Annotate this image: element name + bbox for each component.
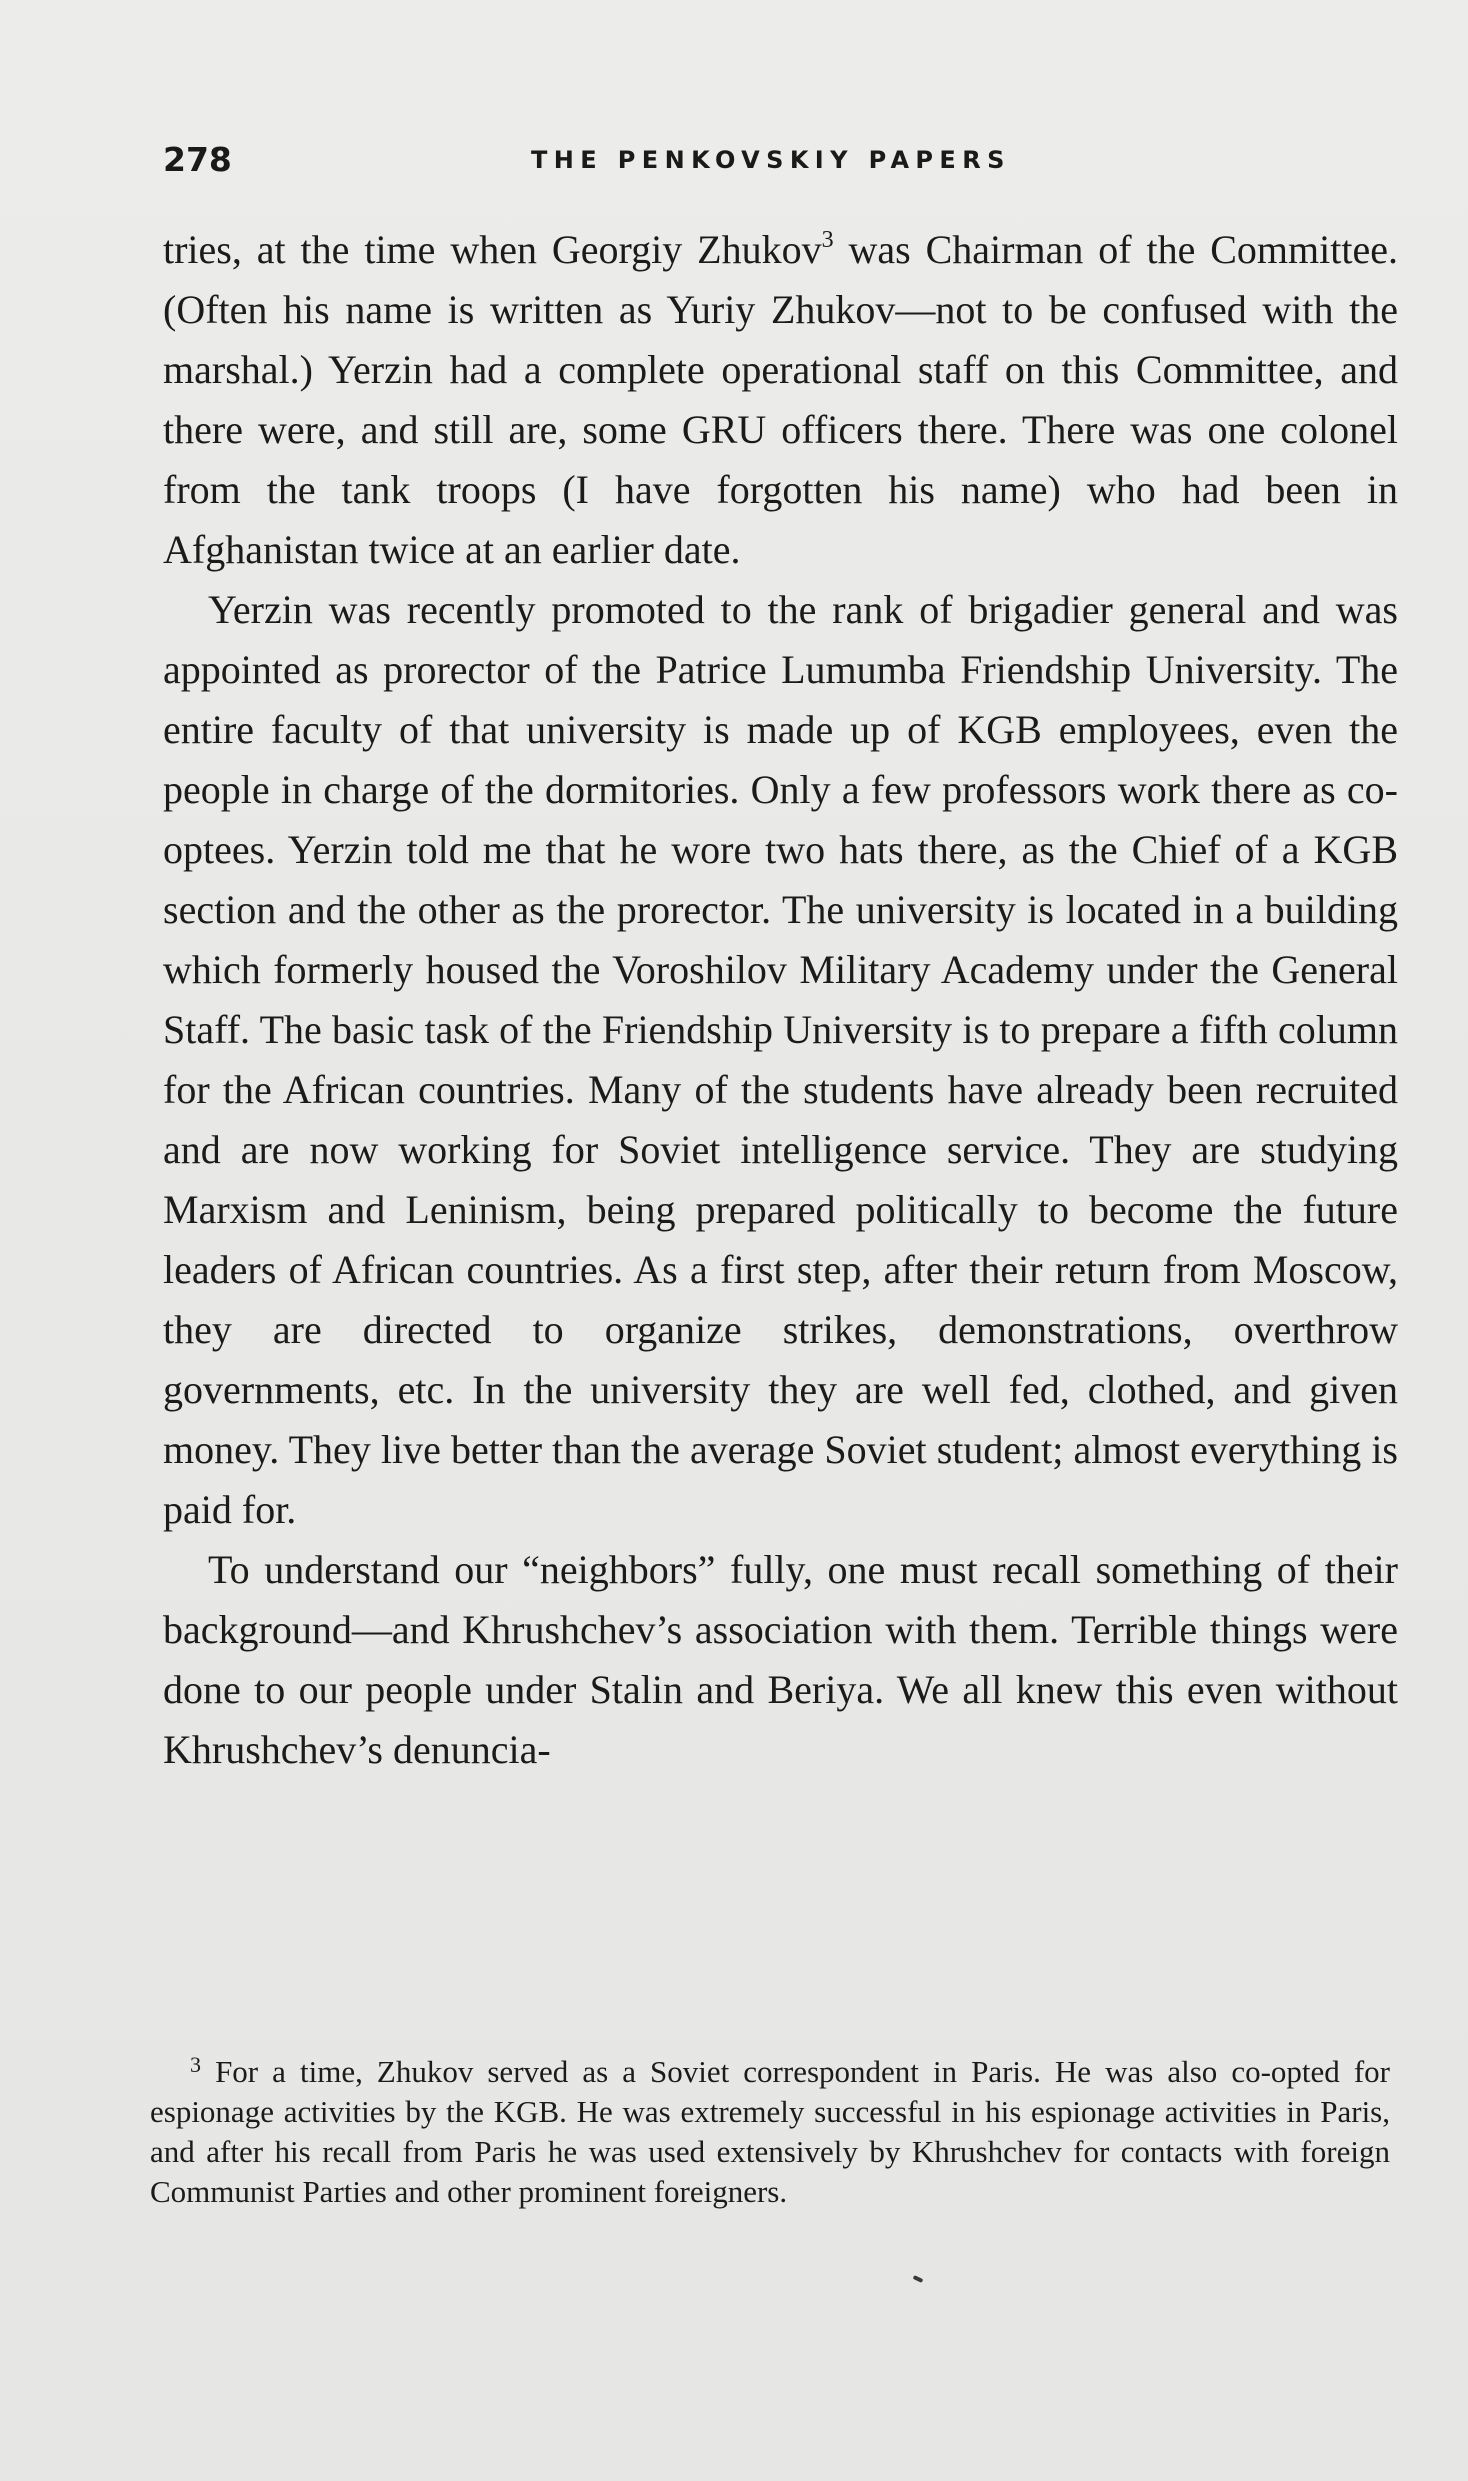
page-header [163, 140, 1398, 180]
page-number: 278 [163, 140, 232, 179]
body-text [163, 220, 1398, 1780]
footnote-marker: 3 [190, 2052, 201, 2077]
paragraph-3: To understand our “neighbors” fully, one must recall something of their background—and Khrushchev’s association with them. Terrible things were done to our people under Stalin and Beriya. We all knew this even without Khrushchev’s denuncia- [163, 1547, 1398, 1772]
footnote-text: For a time, Zhukov served as a Soviet correspondent in Paris. He was also co-opted for espionage activities by the KGB. He was extremely successful in his espionage activities in Paris, and after his recall from Paris he was used extensively by Khrushchev for contacts with foreign Communist Parties and other prominent foreigners. [150, 2054, 1391, 2209]
footnote-paragraph [150, 2052, 1390, 2212]
paragraph-2: Yerzin was recently promoted to the rank of brigadier general and was appointed as prorector of the Patrice Lumumba Friendship University. The entire faculty of that university is made up of KGB employees, even the people in charge of the dormitories. Only a few professors work there as co-optees. Yerzin told me that he wore two hats there, as the Chief of a KGB section and the other as the prorector. The university is located in a building which formerly housed the Voroshilov Military Academy under the General Staff. The basic task of the Friendship University is to prepare a fifth column for the African countries. Many of the students have already been recruited and are now working for Soviet intelligence service. They are studying Marxism and Leninism, being prepared politically to become the future leaders of African countries. As a first step, after their return from Moscow, they are directed to organize strikes, demonstrations, overthrow governments, etc. In the university they are well fed, clothed, and given money. They live better than the average Soviet student; almost everything is paid for. [163, 587, 1398, 1532]
running-title: THE PENKOVSKIY PAPERS [531, 146, 1011, 174]
paragraph-1-rest: was Chairman of the Committee. (Often his name is written as Yuriy Zhukov—not to be confused with the marshal.) Yerzin had a complete operational staff on this Committee, and there were, and still are, some GRU officers there. There was one colonel from the tank troops (I have forgotten his name) who had been in Afghanistan twice at an earlier date. [163, 227, 1398, 572]
footnote [150, 2052, 1390, 2212]
paragraph-1 [163, 220, 1398, 580]
ink-speck [913, 2275, 924, 2283]
paragraph-1-start: tries, at the time when Georgiy Zhukov [163, 227, 822, 272]
footnote-reference: 3 [821, 227, 834, 253]
